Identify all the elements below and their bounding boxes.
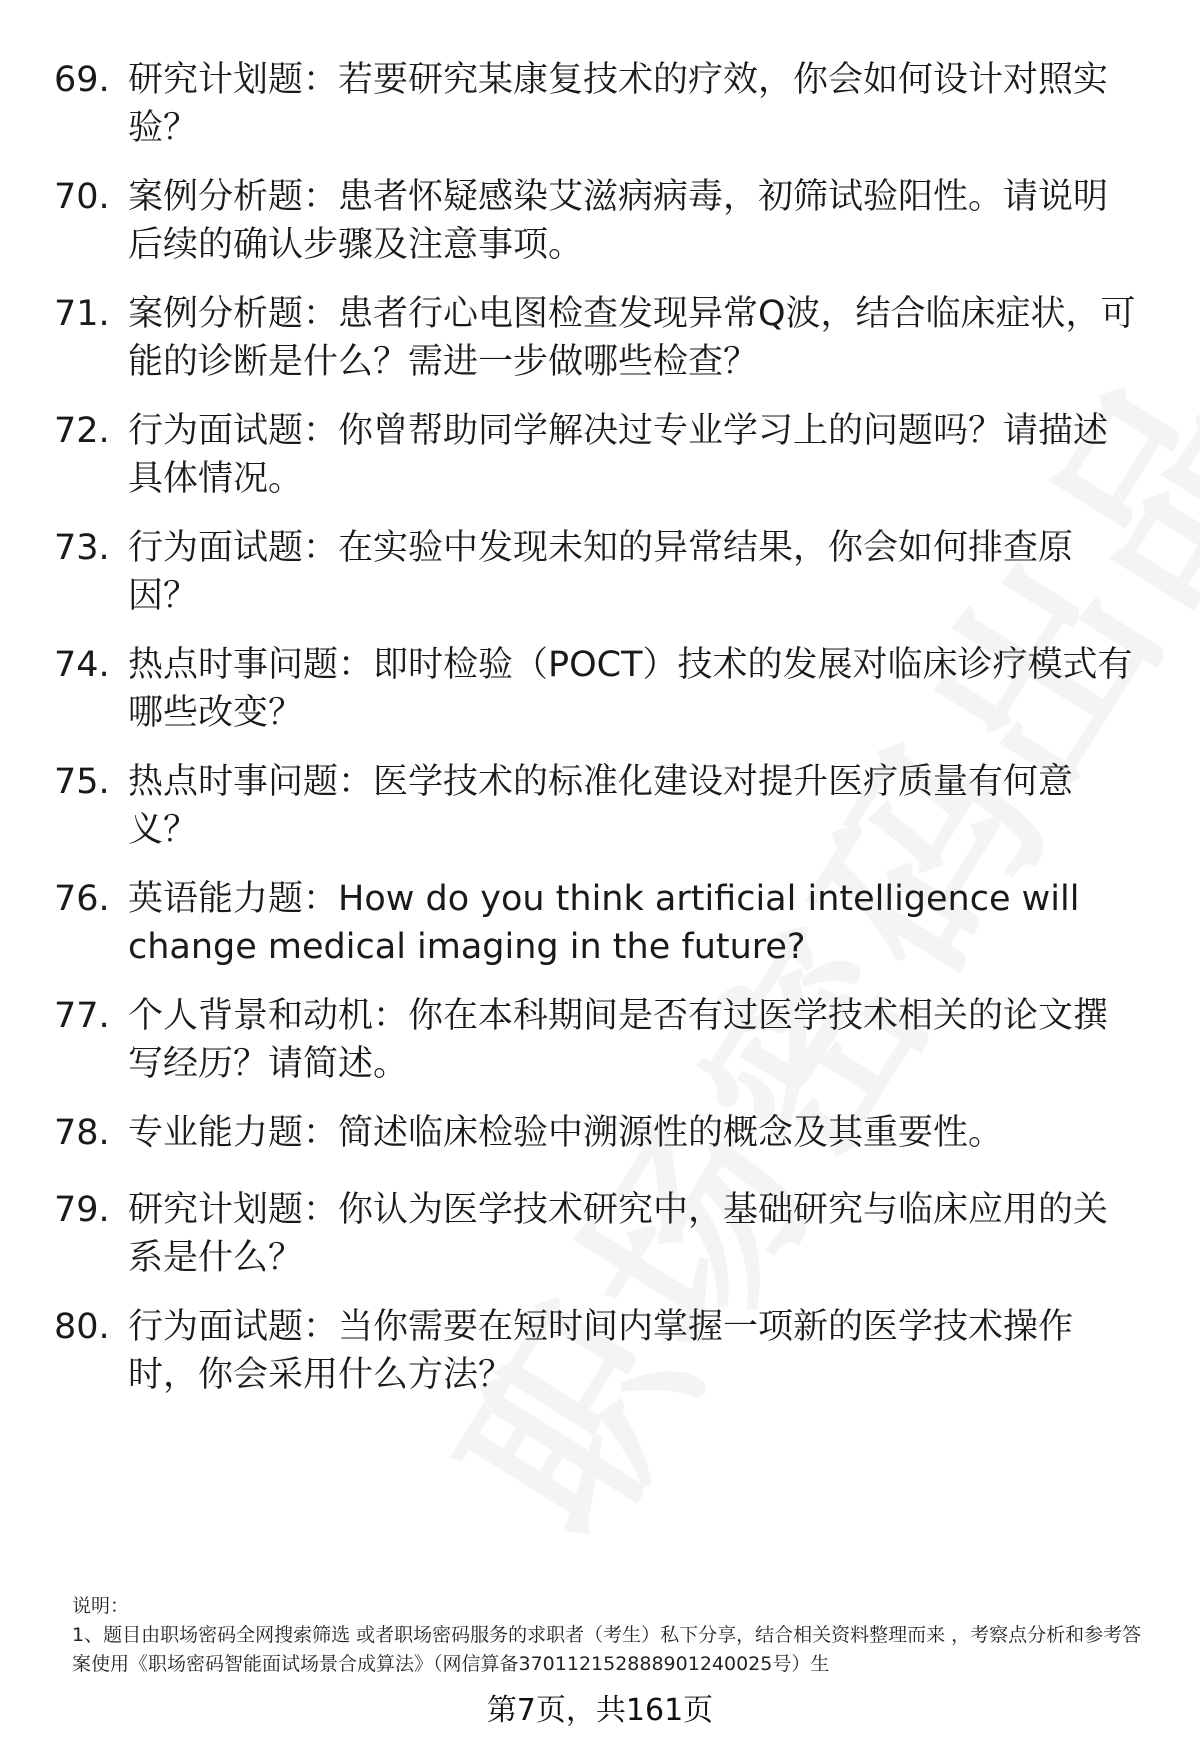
question-number: 78. xyxy=(54,1113,110,1153)
question-text: 案例分析题：患者怀疑感染艾滋病病毒，初筛试验阳性。请说明后续的确认步骤及注意事项。 xyxy=(128,177,1109,265)
question-item xyxy=(0,875,1200,995)
question-text: 研究计划题：若要研究某康复技术的疗效，你会如何设计对照实验？ xyxy=(128,60,1109,148)
question-item xyxy=(0,1186,1200,1306)
note-section xyxy=(72,1592,1152,1679)
question-item xyxy=(0,56,1200,176)
question-text: 行为面试题：当你需要在短时间内掌握一项新的医学技术操作时，你会采用什么方法？ xyxy=(128,1307,1074,1395)
question-item xyxy=(0,173,1200,293)
question-number: 72. xyxy=(54,411,110,451)
question-text: 行为面试题：在实验中发现未知的异常结果，你会如何排查原因？ xyxy=(128,528,1074,616)
page-number: 第7页，共161页 xyxy=(486,1693,714,1728)
question-item xyxy=(0,992,1200,1112)
question-number: 77. xyxy=(54,996,110,1036)
question-text: 英语能力题：How do you think artificial intelligence will change medical imaging in the future? xyxy=(128,879,1080,967)
question-number: 71. xyxy=(54,294,110,334)
question-item xyxy=(0,641,1200,761)
question-item xyxy=(0,1303,1200,1423)
question-text: 研究计划题：你认为医学技术研究中，基础研究与临床应用的关系是什么？ xyxy=(128,1190,1109,1278)
note-heading: 说明： xyxy=(72,1595,130,1617)
question-number: 70. xyxy=(54,177,110,217)
question-text: 专业能力题：简述临床检验中溯源性的概念及其重要性。 xyxy=(128,1113,1004,1153)
question-item xyxy=(0,407,1200,527)
question-text: 热点时事问题：医学技术的标准化建设对提升医疗质量有何意义？ xyxy=(128,762,1074,850)
question-number: 79. xyxy=(54,1190,110,1230)
note-line: 1、题目由职场密码全网搜索筛选 或者职场密码服务的求职者（考生）私下分享，结合相关资料整理而来 ，考察点分析和参考答案使用《职场密码智能面试场景合成算法》（网信算备370112152888901240025号）生 xyxy=(72,1624,1142,1675)
question-number: 75. xyxy=(54,762,110,802)
question-text: 热点时事问题：即时检验（POCT）技术的发展对临床诊疗模式有哪些改变？ xyxy=(128,645,1133,733)
question-number: 76. xyxy=(54,879,110,919)
question-number: 73. xyxy=(54,528,110,568)
question-text: 个人背景和动机：你在本科期间是否有过医学技术相关的论文撰写经历？请简述。 xyxy=(128,996,1109,1084)
question-item xyxy=(0,290,1200,410)
question-number: 74. xyxy=(54,645,110,685)
question-item xyxy=(0,758,1200,878)
question-item xyxy=(0,524,1200,644)
question-number: 80. xyxy=(54,1307,110,1347)
question-text: 案例分析题：患者行心电图检查发现异常Q波，结合临床症状，可能的诊断是什么？需进一步做哪些检查？ xyxy=(128,294,1136,382)
question-text: 行为面试题：你曾帮助同学解决过专业学习上的问题吗？请描述具体情况。 xyxy=(128,411,1109,499)
question-number: 69. xyxy=(54,60,110,100)
